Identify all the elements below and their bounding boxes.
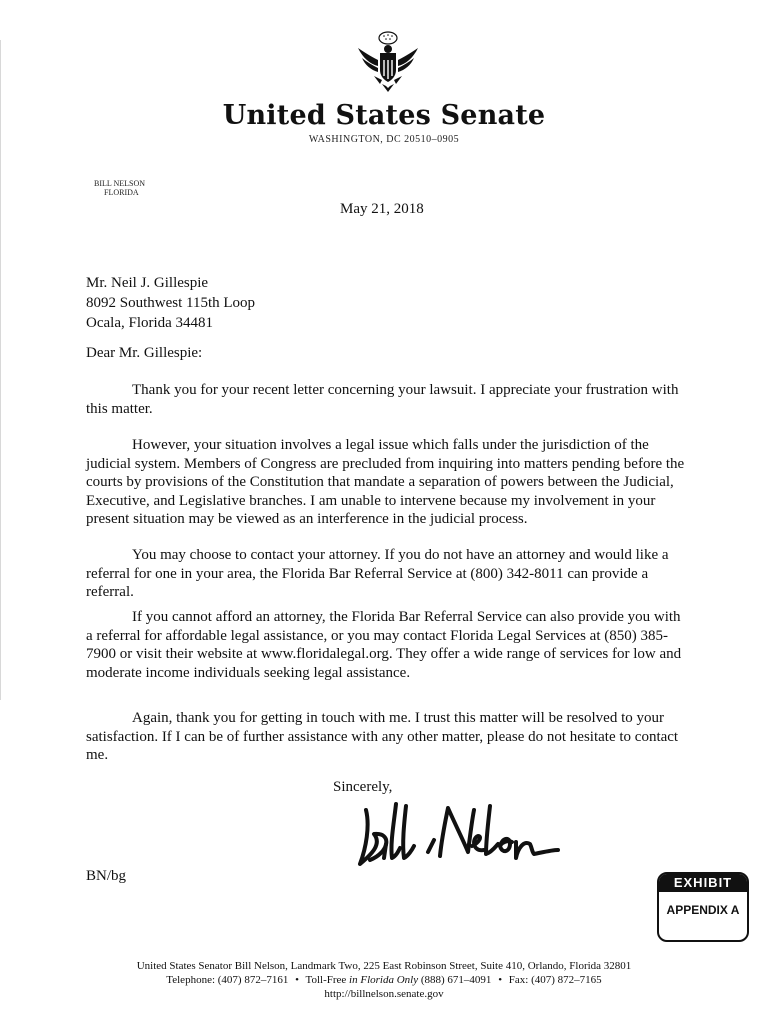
recipient-address xyxy=(86,273,255,333)
footer-office-address: United States Senator Bill Nelson, Landmark Two, 225 East Robinson Street, Suite 410, Orlando, Florida 32801 xyxy=(136,960,632,972)
exhibit-stamp xyxy=(657,872,749,942)
salutation: Dear Mr. Gillespie: xyxy=(86,345,203,361)
senate-letterhead-address: WASHINGTON, DC 20510–0905 xyxy=(308,134,460,145)
footer-tollfree-number: (888) 671–4091 xyxy=(418,974,492,986)
sender-state: FLORIDA xyxy=(104,188,139,197)
exhibit-stamp-label: APPENDIX A xyxy=(666,903,740,917)
sender-block xyxy=(94,179,174,197)
footer-telephone: Telephone: (407) 872–7161 xyxy=(166,974,289,986)
body-paragraph-3 xyxy=(86,546,686,602)
footer-tollfree-italic: in Florida Only xyxy=(349,974,419,986)
letterhead-footer xyxy=(0,959,768,1001)
footer-bullet-2: • xyxy=(498,974,503,986)
body-paragraph-4-text: If you cannot afford an attorney, the Florida Bar Referral Service can also provide you with a referral for affordable legal assistance, or you may contact Florida Legal Services at (850) 385-7900 or visit their website at www.floridalegal.org. They offer a wide range of services for low and moderate income individuals seeking legal assistance. xyxy=(86,609,682,681)
body-paragraph-1-text: Thank you for your recent letter concerning your lawsuit. I appreciate your frustration with this matter. xyxy=(86,382,679,417)
senate-letterhead-title: United States Senate xyxy=(222,100,546,131)
footer-contact-line xyxy=(0,973,768,987)
recipient-name: Mr. Neil J. Gillespie xyxy=(86,275,209,291)
letter-date: May 21, 2018 xyxy=(340,201,424,217)
recipient-city: Ocala, Florida 34481 xyxy=(86,315,214,331)
body-paragraph-1 xyxy=(86,381,686,418)
body-paragraph-2-text: However, your situation involves a legal issue which falls under the jurisdiction of the judicial system. Members of Congress are precluded from inquiring into matters pending before the courts by provisions of the Constitution that mandate a separation of powers between the Judicial, Executive, and Legislative branches. I am unable to intervene because my involvement in your present situation may be viewed as an interference in the judicial process. xyxy=(86,437,685,527)
footer-tollfree-prefix: Toll-Free xyxy=(305,974,350,986)
footer-fax: Fax: (407) 872–7165 xyxy=(508,974,602,986)
footer-website: http://billnelson.senate.gov xyxy=(324,988,444,1000)
handwritten-signature xyxy=(352,796,562,872)
footer-bullet-1: • xyxy=(295,974,299,986)
sender-name: BILL NELSON xyxy=(94,179,146,188)
body-paragraph-2 xyxy=(86,436,686,529)
body-paragraph-4 xyxy=(86,608,686,682)
closing: Sincerely, xyxy=(333,779,393,795)
body-paragraph-5 xyxy=(86,709,686,765)
exhibit-stamp-header: EXHIBIT xyxy=(659,874,747,892)
great-seal-eagle-icon xyxy=(354,30,422,94)
body-paragraph-3-text: You may choose to contact your attorney. If you do not have an attorney and would like a referral for one in your area, the Florida Bar Referral Service at (800) 342-8011 can provide a referral. xyxy=(86,547,669,600)
body-paragraph-5-text: Again, thank you for getting in touch with me. I trust this matter will be resolved to your satisfaction. If I can be of further assistance with any other matter, please do not hesitate to contact me. xyxy=(86,710,679,763)
typist-initials: BN/bg xyxy=(86,868,127,884)
recipient-street: 8092 Southwest 115th Loop xyxy=(86,295,256,311)
